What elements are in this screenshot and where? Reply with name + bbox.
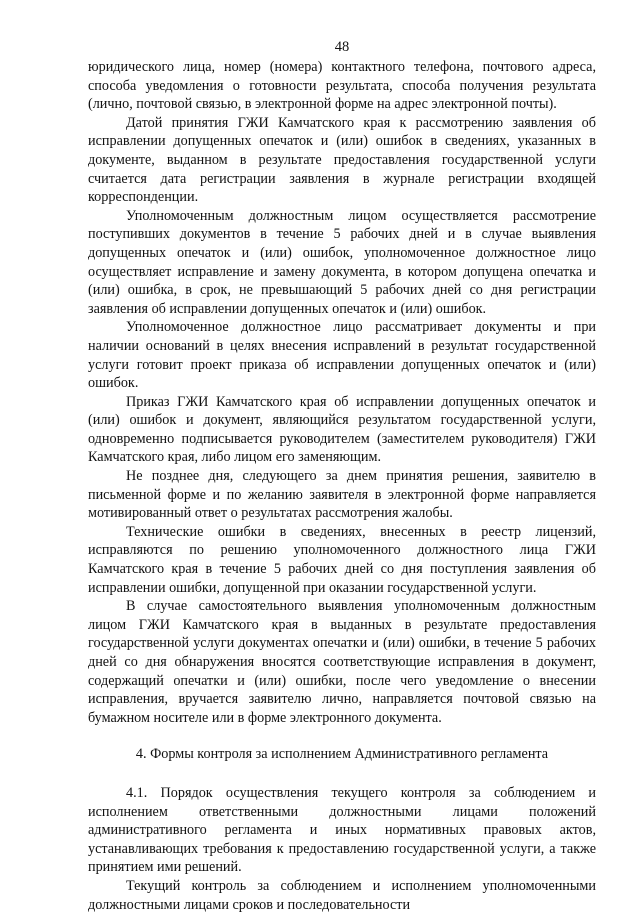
document-page [88,38,596,914]
paragraph-7: Технические ошибки в сведениях, внесенных в реестр лицензий, исправляются по решению уполномоченного должностного лица ГЖИ Камчатского края в течение 5 рабочих дней со дня поступления заявления об исправлении ошибки, допущенной при оказании государственной услуги. [88,523,596,596]
paragraph-8: В случае самостоятельного выявления уполномоченным должностным лицом ГЖИ Камчатского края в выданных в результате предоставления государственной услуги документах опечатки и (или) ошибки, в течение 5 рабочих дней со дня обнаружения вносятся соответствующие исправления в документ, содержащий опечатки и (или) ошибки, после чего уведомление о внесении исправления, вручается заявителю лично, направляется почтовой связью на бумажном носителе или в форме электронного документа. [88,598,596,726]
section-heading: 4. Формы контроля за исполнением Административного регламента [135,746,549,763]
page-number: 48 [334,39,350,55]
section-paragraph-1: 4.1. Порядок осуществления текущего контроля за соблюдением и исполнением ответственными должностными лицами положений административного регламента и иных нормативных правовых актов, устанавливающих требования к предоставлению государственной услуги, а также принятием ими решений. [88,784,596,876]
paragraph-5: Приказ ГЖИ Камчатского края об исправлении допущенных опечаток и (или) ошибок и документ, являющийся результатом государственной услуги, одновременно подписывается руководителем (заместителем руководителя) ГЖИ Камчатского края, либо лицом его заменяющим. [88,393,596,466]
paragraph-6: Не позднее дня, следующего за днем принятия решения, заявителю в письменной форме и по желанию заявителя в электронной форме направляется мотивированный ответ о результатах рассмотрения жалобы. [88,468,596,522]
paragraph-3: Уполномоченным должностным лицом осуществляется рассмотрение поступивших документов в течение 5 рабочих дней и в случае выявления допущенных опечаток и (или) ошибок, уполномоченное должностное лицо осуществляет исправление и замену документа, в котором допущена опечатка и (или) ошибка, в срок, не превышающий 5 рабочих дней со дня регистрации заявления об исправлении допущенных опечаток и (или) ошибок. [88,207,596,317]
paragraph-2: Датой принятия ГЖИ Камчатского края к рассмотрению заявления об исправлении допущенных опечаток и (или) ошибок в сведениях, указанных в документе, выданном в результате предоставления государственной услуги считается дата регистрации заявления в журнале регистрации входящей корреспонденции. [88,114,596,206]
paragraph-1: юридического лица, номер (номера) контактного телефона, почтового адреса, способа уведомления о готовности результата, способа получения результата (лично, почтовой связью, в электронной форме на адрес электронной почты). [88,59,596,113]
section-paragraph-2: Текущий контроль за соблюдением и исполнением уполномоченными должностными лицами сроков и последовательности [88,877,596,913]
paragraph-4: Уполномоченное должностное лицо рассматривает документы и при наличии оснований в целях внесения исправлений в результат государственной услуги готовит проект приказа об исправлении допущенных опечаток и (или) ошибок. [88,319,596,392]
